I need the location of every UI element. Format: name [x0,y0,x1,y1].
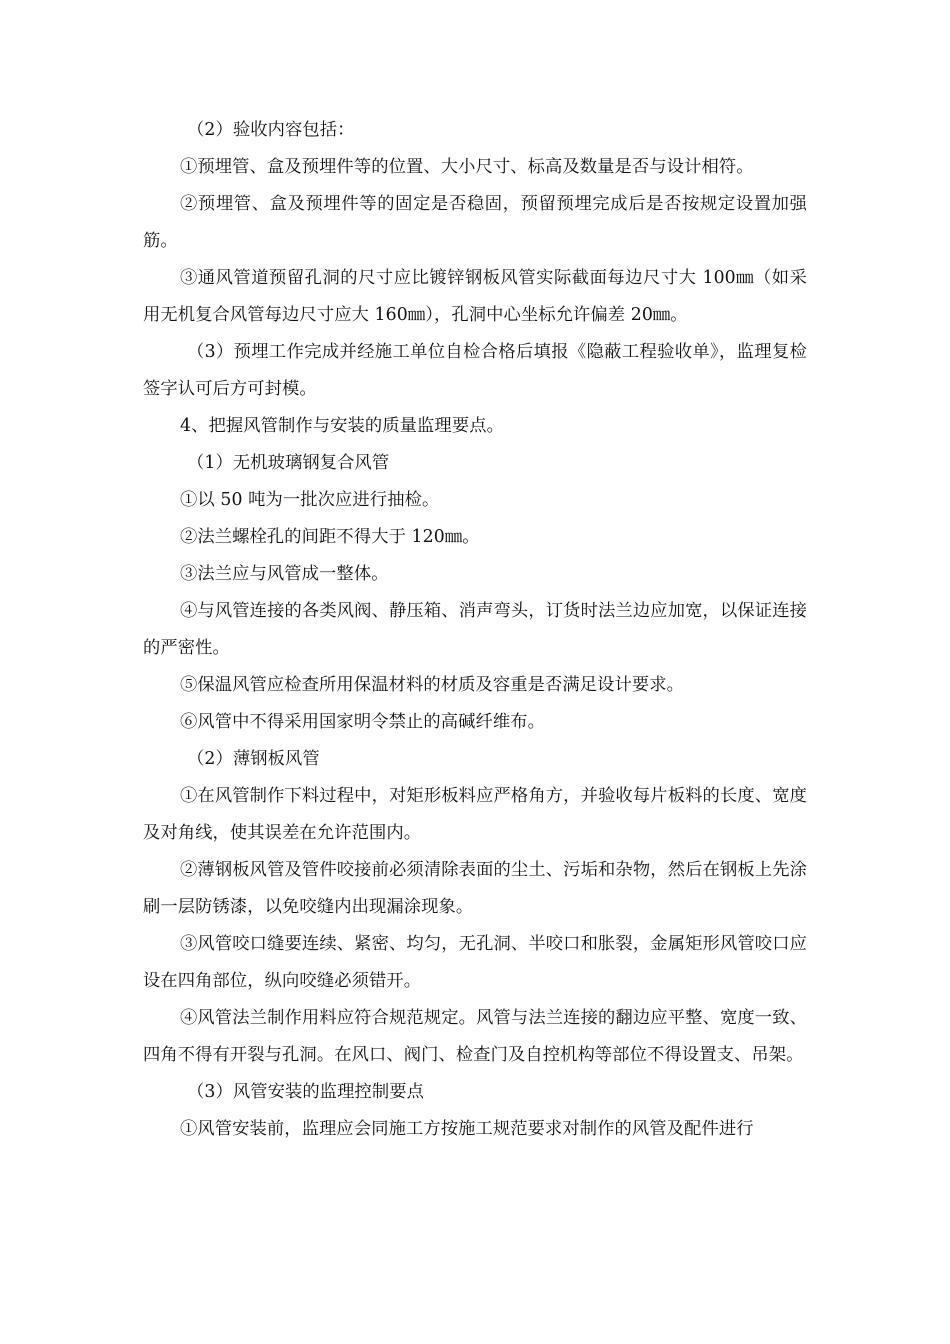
section-heading-duct-quality: 4、把握风管制作与安装的质量监理要点。 [180,416,504,436]
paragraph-item: ⑥风管中不得采用国家明令禁止的高碱纤维布。 [180,712,546,732]
paragraph-item: ②预埋管、盒及预埋件等的固定是否稳固，预留预埋完成后是否按规定设置加强筋。 [143,194,807,251]
section-heading-acceptance-content: （2）验收内容包括： [187,120,355,140]
document-body [143,112,807,1148]
paragraph-item: ⑤保温风管应检查所用保温材料的材质及容重是否满足设计要求。 [180,675,685,695]
paragraph-item: ①预埋管、盒及预埋件等的位置、大小尺寸、标高及数量是否与设计相符。 [180,157,754,177]
paragraph-item: （3）预埋工作完成并经施工单位自检合格后填报《隐蔽工程验收单》，监理复检签字认可后方可封模。 [143,342,807,399]
paragraph-item: ④与风管连接的各类风阀、静压箱、消声弯头，订货时法兰边应加宽，以保证连接的严密性。 [143,601,807,658]
paragraph-item: ③法兰应与风管成一整体。 [180,564,389,584]
subsection-heading-duct-installation: （3）风管安装的监理控制要点 [187,1082,425,1102]
paragraph-item: ④风管法兰制作用料应符合规范规定。风管与法兰连接的翻边应平整、宽度一致、四角不得有开裂与孔洞。在风口、阀门、检查门及自控机构等部位不得设置支、吊架。 [143,1008,807,1065]
paragraph-item: ①风管安装前，监理应会同施工方按施工规范要求对制作的风管及配件进行 [180,1119,754,1139]
paragraph-item: ③通风管道预留孔洞的尺寸应比镀锌钢板风管实际截面每边尺寸大 100㎜（如采用无机复合风管每边尺寸应大 160㎜），孔洞中心坐标允许偏差 20㎜。 [143,268,807,325]
paragraph-item: ①在风管制作下料过程中，对矩形板料应严格角方，并验收每片板料的长度、宽度及对角线，使其误差在允许范围内。 [143,786,807,843]
paragraph-item: ②薄钢板风管及管件咬接前必须清除表面的尘土、污垢和杂物，然后在钢板上先涂刷一层防锈漆，以免咬缝内出现漏涂现象。 [143,860,807,917]
paragraph-item: ③风管咬口缝要连续、紧密、均匀，无孔洞、半咬口和胀裂，金属矩形风管咬口应设在四角部位，纵向咬缝必须错开。 [143,934,807,991]
subsection-heading-steel-duct: （2）薄钢板风管 [187,749,320,769]
subsection-heading-frp-duct: （1）无机玻璃钢复合风管 [187,453,390,473]
paragraph-item: ②法兰螺栓孔的间距不得大于 120㎜。 [180,527,480,547]
paragraph-item: ①以 50 吨为一批次应进行抽检。 [180,490,440,510]
